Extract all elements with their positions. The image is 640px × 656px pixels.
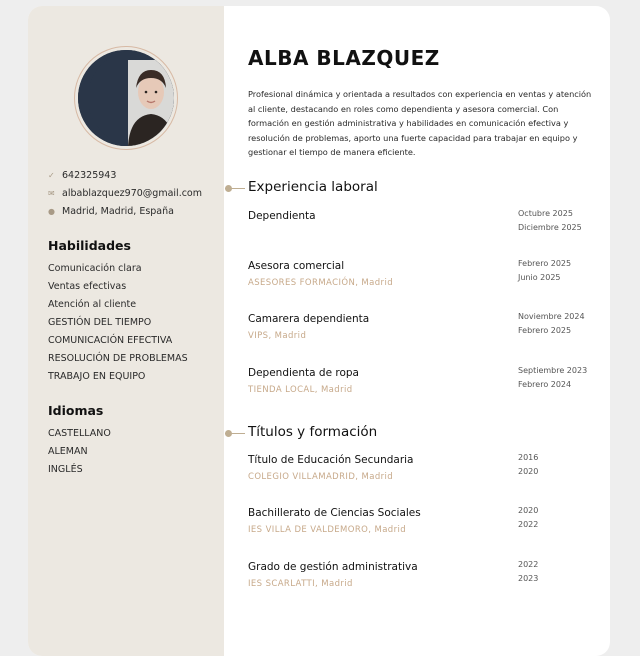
education-entry — [248, 454, 593, 482]
resume-page — [28, 6, 610, 656]
entry-role: Dependienta de ropa — [248, 367, 359, 379]
skill-item: COMUNICACIÓN EFECTIVA — [48, 335, 173, 346]
phone-text: 642325943 — [62, 169, 117, 181]
avatar-ring — [74, 46, 178, 150]
entry-role: Camarera dependienta — [248, 313, 370, 325]
skill-item: TRABAJO EN EQUIPO — [48, 371, 146, 382]
experience-entry — [248, 260, 593, 288]
entry-org: VIPS, Madrid — [248, 331, 307, 341]
skill-item: Ventas efectivas — [48, 281, 127, 292]
education-title: Títulos y formación — [248, 424, 378, 440]
language-item: CASTELLANO — [48, 428, 111, 439]
entry-start: 2020 — [518, 506, 539, 515]
location-pin-icon: ● — [48, 206, 55, 216]
education-heading — [248, 424, 377, 440]
entry-org: IES SCARLATTI, Madrid — [248, 579, 353, 589]
experience-entry — [248, 209, 593, 232]
entry-org: TIENDA LOCAL, Madrid — [248, 385, 353, 395]
entry-org: COLEGIO VILLAMADRID, Madrid — [248, 472, 394, 482]
entry-start: 2016 — [518, 453, 539, 462]
language-item: INGLÉS — [48, 464, 83, 475]
entry-dates — [518, 451, 538, 479]
email-text: albablazquez970@gmail.com — [62, 187, 202, 199]
contact-block — [48, 166, 202, 220]
entry-org: IES VILLA DE VALDEMORO, Madrid — [248, 525, 407, 535]
contact-location — [48, 202, 202, 220]
skill-item: RESOLUCIÓN DE PROBLEMAS — [48, 353, 188, 364]
experience-title: Experiencia laboral — [248, 179, 378, 195]
section-bullet-icon — [225, 433, 245, 434]
entry-role: Dependienta — [248, 210, 316, 222]
entry-end: 2020 — [518, 467, 539, 476]
languages-title: Idiomas — [48, 403, 104, 418]
avatar — [78, 50, 174, 146]
skill-item: GESTIÓN DEL TIEMPO — [48, 317, 152, 328]
skill-item: Comunicación clara — [48, 263, 142, 274]
entry-dates — [518, 364, 587, 392]
entry-end: Febrero 2025 — [518, 326, 572, 335]
entry-start: 2022 — [518, 560, 539, 569]
entry-end: Junio 2025 — [518, 273, 561, 282]
entry-dates — [518, 310, 585, 338]
candidate-name: ALBA BLAZQUEZ — [248, 46, 440, 70]
location-text: Madrid, Madrid, España — [62, 205, 174, 217]
entry-end: Febrero 2024 — [518, 380, 572, 389]
entry-org: ASESORES FORMACIÓN, Madrid — [248, 278, 394, 288]
contact-phone — [48, 166, 202, 184]
entry-start: Octubre 2025 — [518, 209, 573, 218]
entry-role: Asesora comercial — [248, 260, 345, 272]
entry-end: Diciembre 2025 — [518, 223, 582, 232]
experience-entry — [248, 367, 593, 395]
profile-photo — [78, 50, 174, 146]
entry-role: Bachillerato de Ciencias Sociales — [248, 507, 421, 519]
languages-section — [48, 403, 111, 479]
entry-start: Noviembre 2024 — [518, 312, 585, 321]
entry-dates — [518, 207, 582, 235]
entry-role: Grado de gestión administrativa — [248, 561, 418, 573]
education-entry — [248, 507, 593, 535]
entry-start: Febrero 2025 — [518, 259, 572, 268]
contact-email — [48, 184, 202, 202]
entry-end: 2022 — [518, 520, 539, 529]
mail-icon: ✉ — [48, 188, 55, 198]
entry-dates — [518, 257, 571, 285]
section-bullet-icon — [225, 188, 245, 189]
language-item: ALEMAN — [48, 446, 88, 457]
sidebar — [28, 6, 224, 656]
skills-title: Habilidades — [48, 238, 131, 253]
entry-start: Septiembre 2023 — [518, 366, 588, 375]
entry-dates — [518, 504, 538, 532]
education-entry — [248, 561, 593, 589]
experience-entry — [248, 313, 593, 341]
skill-item: Atención al cliente — [48, 299, 137, 310]
experience-heading — [248, 179, 378, 195]
entry-role: Título de Educación Secundaria — [248, 454, 414, 466]
entry-dates — [518, 558, 538, 586]
entry-end: 2023 — [518, 574, 539, 583]
skills-section — [48, 238, 188, 386]
phone-icon: ✓ — [48, 170, 55, 180]
profile-summary: Profesional dinámica y orientada a resultados con experiencia en ventas y atención al cliente, destacando en roles como dependienta y asesora comercial. Con formación en gestión administrativa y habilidades en comunicación efectiva y resolución de problemas, aporto una fuerte capacidad para trabajar en equipo y gestionar el tiempo de manera eficiente. — [248, 89, 592, 157]
